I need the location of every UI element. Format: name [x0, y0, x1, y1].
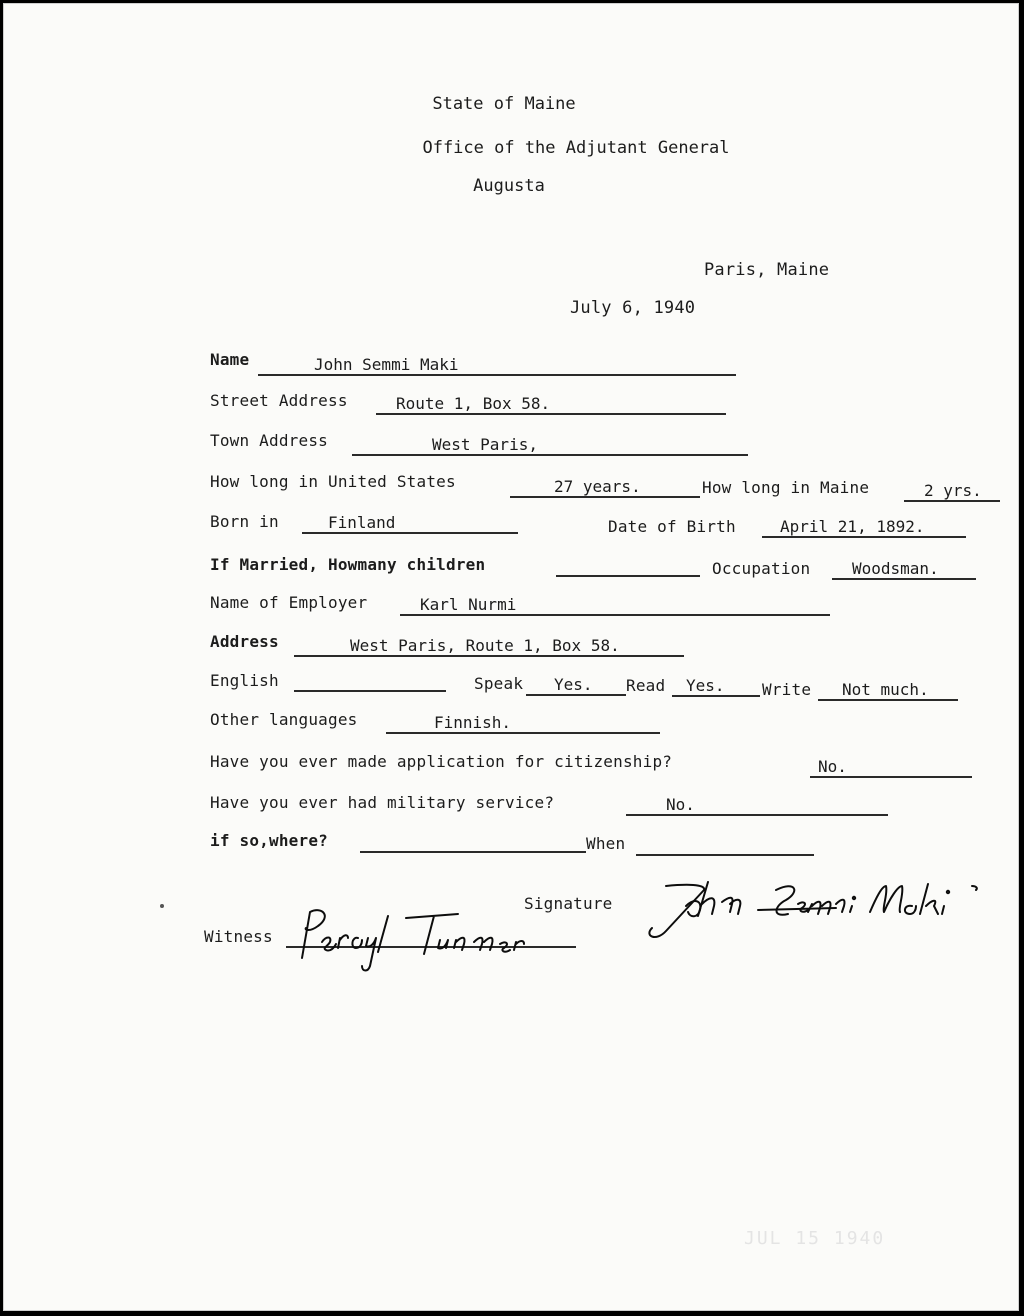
label-english: English	[210, 671, 279, 690]
field-if-so-where[interactable]	[360, 831, 586, 853]
label-name: Name	[210, 350, 250, 369]
label-military: Have you ever had military service?	[210, 793, 555, 812]
field-address[interactable]: West Paris, Route 1, Box 58.	[294, 635, 684, 657]
place: Paris, Maine	[704, 260, 830, 280]
label-how-long-maine: How long in Maine	[702, 478, 870, 497]
label-other-languages: Other languages	[210, 710, 358, 729]
label-read: Read	[626, 676, 666, 695]
form-page	[3, 3, 1019, 1311]
label-born: Born in	[210, 512, 279, 531]
label-address: Address	[210, 632, 279, 651]
field-occupation[interactable]: Woodsman.	[832, 558, 976, 580]
field-citizenship[interactable]: No.	[810, 756, 972, 778]
header-city: Augusta	[473, 176, 545, 196]
label-married: If Married, Howmany children	[210, 555, 486, 574]
label-street: Street Address	[210, 391, 348, 410]
field-town[interactable]: West Paris,	[352, 434, 748, 456]
label-town: Town Address	[210, 431, 328, 450]
field-speak[interactable]: Yes.	[526, 674, 626, 696]
field-when[interactable]	[636, 834, 814, 856]
label-employer: Name of Employer	[210, 593, 368, 612]
field-how-long-us[interactable]: 27 years.	[510, 476, 700, 498]
field-employer[interactable]: Karl Nurmi	[400, 594, 830, 616]
label-occupation: Occupation	[712, 559, 811, 578]
field-other-languages[interactable]: Finnish.	[386, 712, 660, 734]
field-name[interactable]: John Semmi Maki	[258, 354, 736, 376]
label-speak: Speak	[474, 674, 524, 693]
field-read[interactable]: Yes.	[672, 675, 760, 697]
witness-signature	[288, 904, 548, 974]
label-if-so-where: if so,where?	[210, 831, 328, 850]
label-dob: Date of Birth	[608, 517, 736, 536]
field-street[interactable]: Route 1, Box 58.	[376, 393, 726, 415]
field-married[interactable]	[556, 555, 700, 577]
field-military[interactable]: No.	[626, 794, 888, 816]
field-born[interactable]: Finland	[302, 512, 518, 534]
label-witness: Witness	[204, 927, 273, 946]
field-english[interactable]	[294, 670, 446, 692]
field-dob[interactable]: April 21, 1892.	[762, 516, 966, 538]
label-how-long-us: How long in United States	[210, 472, 456, 491]
label-citizenship: Have you ever made application for citizenship?	[210, 752, 673, 771]
label-write: Write	[762, 680, 812, 699]
date: July 6, 1940	[570, 298, 696, 318]
speck	[160, 904, 164, 908]
header-office: Office of the Adjutant General	[422, 138, 730, 158]
header-state: State of Maine	[432, 94, 576, 114]
label-signature: Signature	[524, 894, 613, 913]
label-when: When	[586, 834, 626, 853]
received-stamp: JUL 15 1940	[744, 1228, 886, 1249]
field-how-long-maine[interactable]: 2 yrs.	[904, 480, 1000, 502]
field-write[interactable]: Not much.	[818, 679, 958, 701]
applicant-signature	[626, 876, 996, 946]
